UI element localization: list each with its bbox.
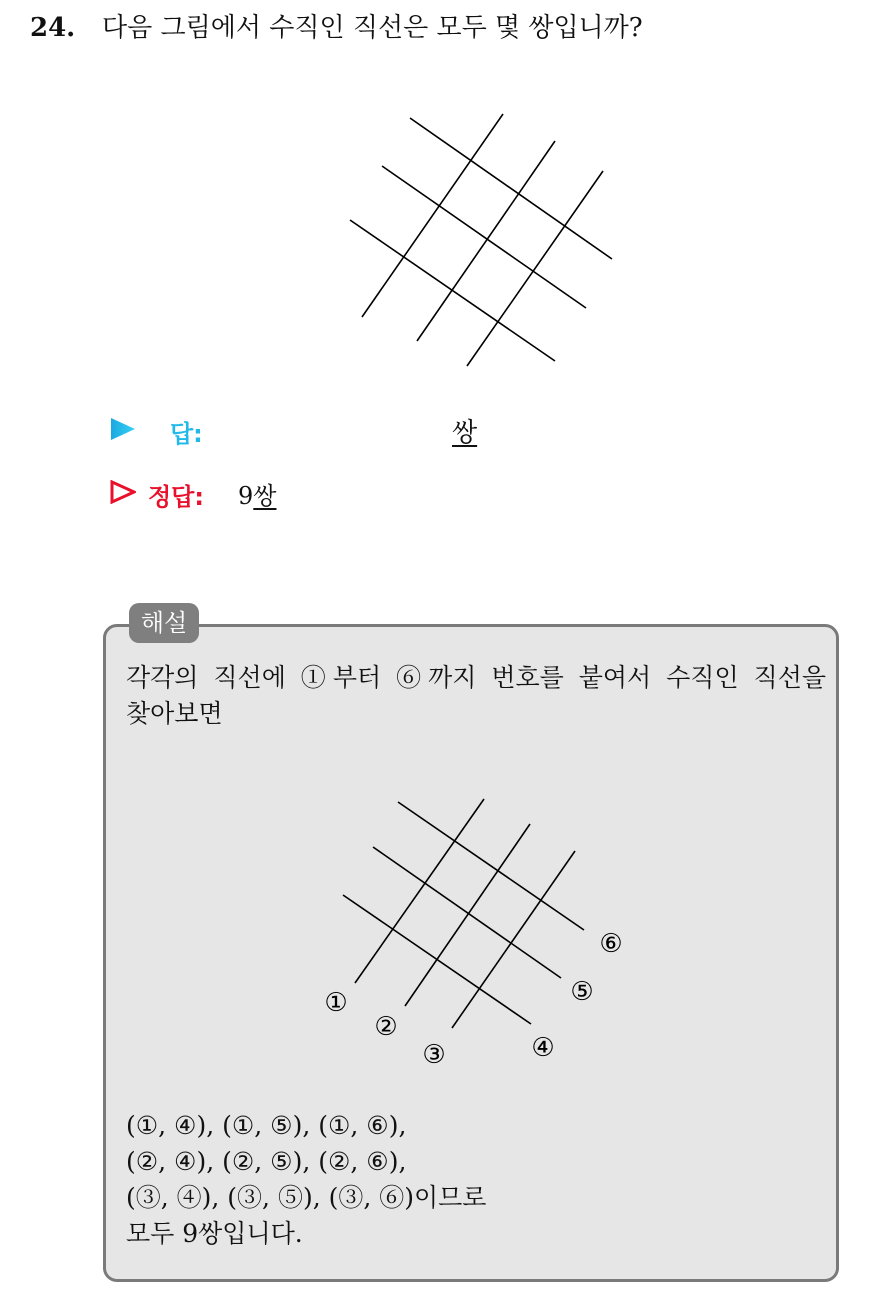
figure-line <box>467 171 603 366</box>
correct-answer-value <box>238 476 276 511</box>
answer-arrow-icon <box>110 417 136 441</box>
figure-line-1 <box>355 799 484 983</box>
figure-line-2 <box>405 824 530 1006</box>
correct-answer-label: 정답: <box>148 483 204 511</box>
explanation-conclusion: 모두 9쌍입니다. <box>126 1219 303 1248</box>
figure-label-3: ③ <box>422 1040 446 1070</box>
explanation-tag: 해설 <box>129 603 199 643</box>
figure-label-4: ④ <box>531 1033 555 1063</box>
correct-arrow-icon <box>110 480 136 504</box>
pairs-line: (①, ④), (①, ⑤), (①, ⑥), <box>126 1111 407 1140</box>
question-text: 다음 그림에서 수직인 직선은 모두 몇 쌍입니까? <box>102 13 643 43</box>
correct-answer-unit: 쌍 <box>253 482 277 510</box>
question-figure <box>330 100 630 380</box>
answer-label: 답: <box>170 420 203 448</box>
question-number: 24. <box>30 13 76 43</box>
explanation-pairs <box>126 1108 486 1252</box>
figure-line-3 <box>452 851 575 1028</box>
figure-label-5: ⑤ <box>570 977 594 1007</box>
figure-line <box>362 114 503 317</box>
question <box>30 10 643 46</box>
pairs-line: (②, ④), (②, ⑤), (②, ⑥), <box>126 1147 407 1176</box>
explanation-figure <box>310 780 640 1080</box>
figure-line <box>410 118 612 259</box>
figure-label-2: ② <box>374 1012 398 1042</box>
correct-answer-number: 9 <box>238 482 254 510</box>
figure-label-1: ① <box>324 988 348 1018</box>
explanation-intro-line: 각각의 직선에 ①부터 ⑥까지 번호를 붙여서 수직인 직선을 <box>126 663 826 692</box>
pairs-line: (③, ④), (③, ⑤), (③, ⑥)이므로 <box>126 1183 487 1212</box>
answer-unit: 쌍 <box>452 418 478 448</box>
figure-label-6: ⑥ <box>599 929 623 959</box>
explanation-intro <box>126 660 826 732</box>
correct-answer-row <box>110 473 630 513</box>
explanation-intro-line: 찾아보면 <box>126 699 223 728</box>
figure-line <box>382 166 586 308</box>
figure-line-6 <box>398 802 584 930</box>
answer-row <box>110 410 630 450</box>
